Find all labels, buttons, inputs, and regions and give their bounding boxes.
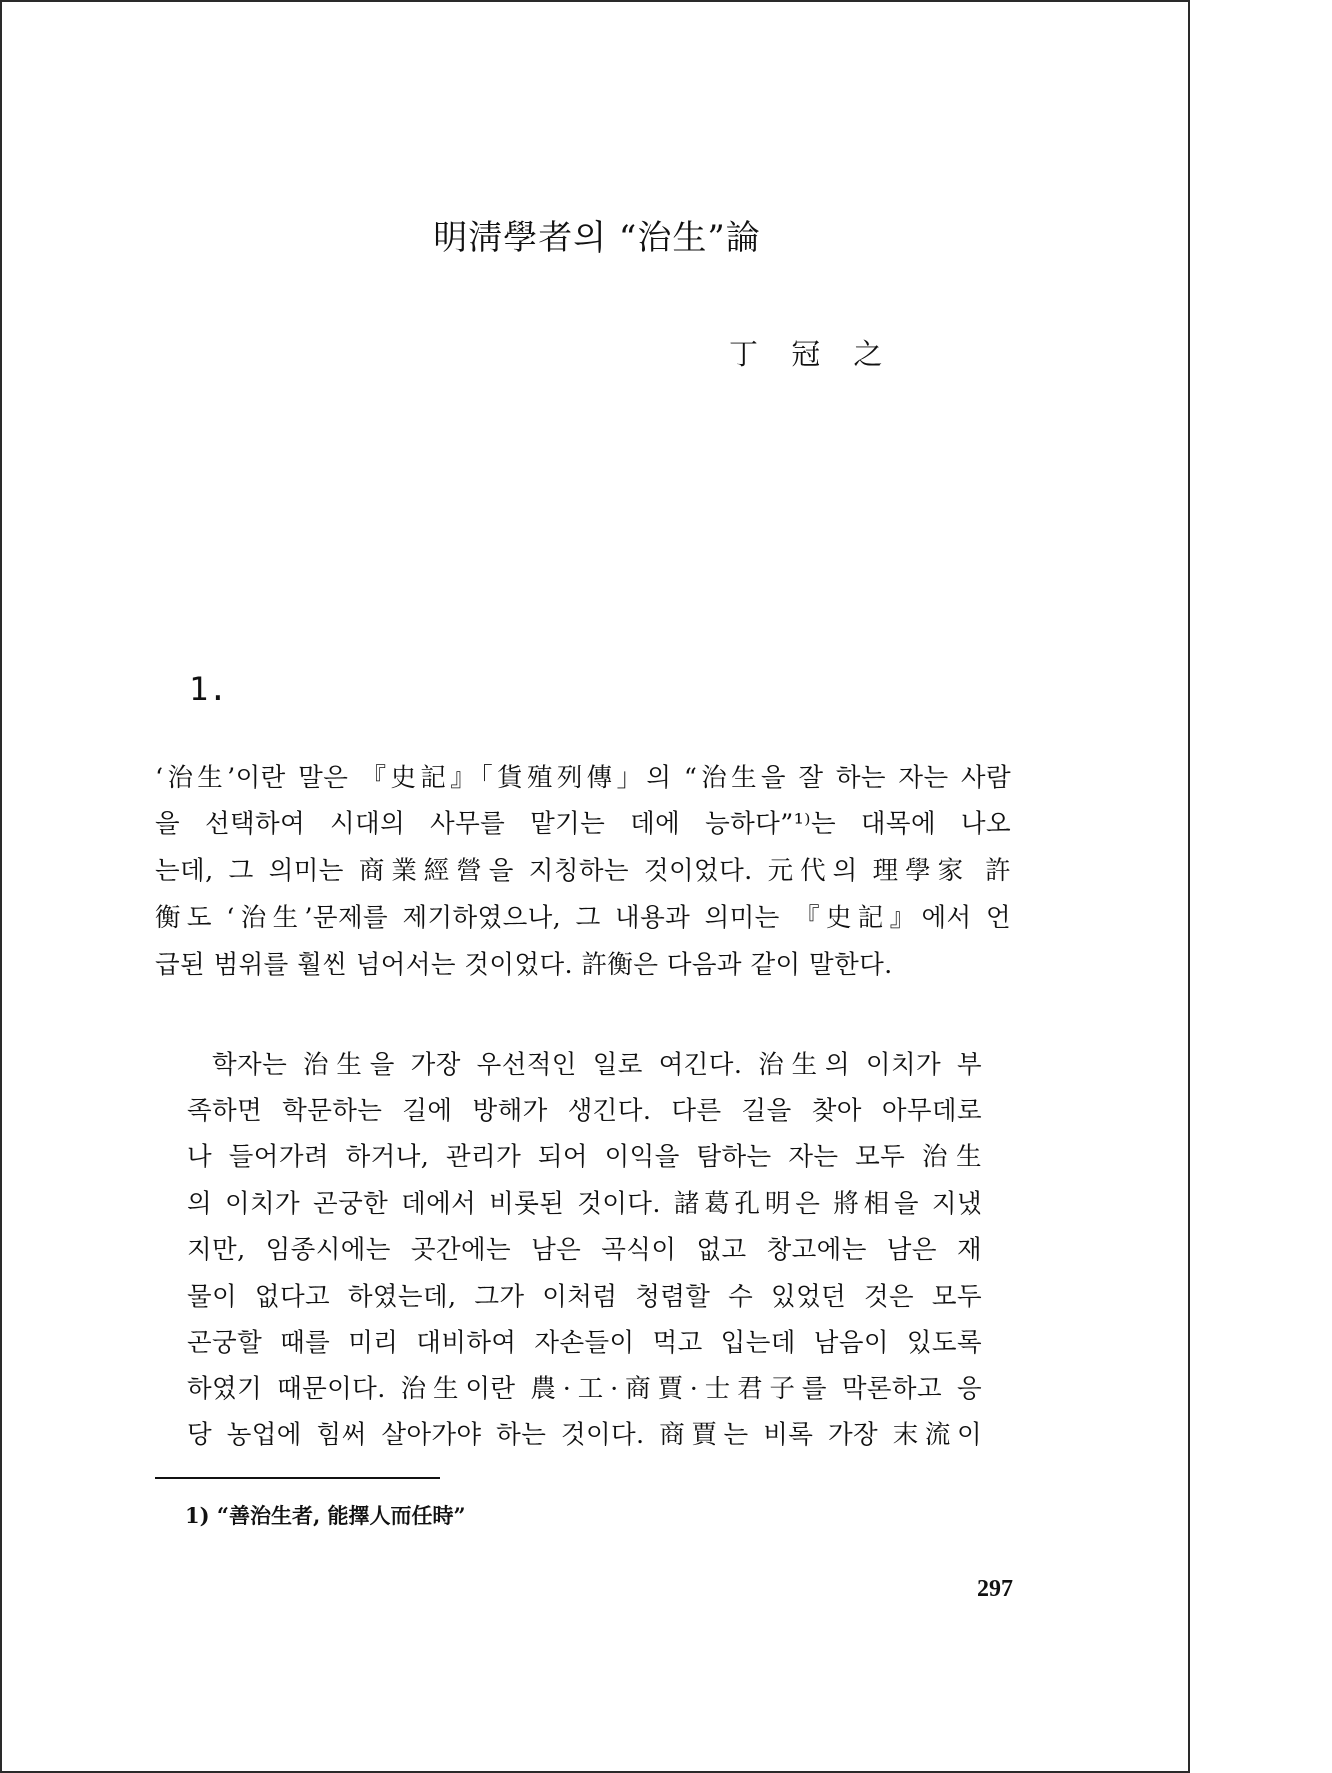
quote-line: 하였기 때문이다. 治生이란 農·工·商賈·士君子를 막론하고 응 xyxy=(187,1374,982,1404)
quote-line: 나 들어가려 하거나, 관리가 되어 이익을 탐하는 자는 모두 治生 xyxy=(187,1142,982,1172)
quote-line: 당 농업에 힘써 살아가야 하는 것이다. 商賈는 비록 가장 末流이 xyxy=(187,1420,982,1450)
quote-line: 족하면 학문하는 길에 방해가 생긴다. 다른 길을 찾아 아무데로 xyxy=(187,1096,982,1126)
quote-line: 의 이치가 곤궁한 데에서 비롯된 것이다. 諸葛孔明은 將相을 지냈 xyxy=(187,1189,982,1219)
quote-line: 학자는 治生을 가장 우선적인 일로 여긴다. 治生의 이치가 부 xyxy=(212,1050,982,1080)
footnote: 1) “善治生者, 能擇人而任時” xyxy=(185,1503,466,1528)
paragraph-line: 는데, 그 의미는 商業經營을 지칭하는 것이었다. 元代의 理學家 許 xyxy=(155,856,1011,886)
footnote-divider xyxy=(155,1477,440,1479)
paragraph-line: 급된 범위를 훨씬 넘어서는 것이었다. 許衡은 다음과 같이 말한다. xyxy=(155,950,893,980)
quote-line: 지만, 임종시에는 곳간에는 남은 곡식이 없고 창고에는 남은 재 xyxy=(187,1235,982,1265)
paragraph-line: 衡도 ‘治生’문제를 제기하였으나, 그 내용과 의미는 『史記』에서 언 xyxy=(155,903,1011,933)
page-number: 297 xyxy=(977,1576,1013,1602)
quote-line: 곤궁할 때를 미리 대비하여 자손들이 먹고 입는데 남음이 있도록 xyxy=(187,1328,982,1358)
author-name: 丁 冠 之 xyxy=(729,337,895,371)
paragraph-line: ‘治生’이란 말은 『史記』「貨殖列傳」의 “治生을 잘 하는 자는 사람 xyxy=(155,763,1011,793)
quote-line: 물이 없다고 하였는데, 그가 이처럼 청렴할 수 있었던 것은 모두 xyxy=(187,1282,982,1312)
section-number: 1. xyxy=(189,670,228,708)
page-title: 明淸學者의 “治生”論 xyxy=(433,218,761,258)
paragraph-line: 을 선택하여 시대의 사무를 맡기는 데에 능하다”¹⁾는 대목에 나오 xyxy=(155,809,1011,839)
